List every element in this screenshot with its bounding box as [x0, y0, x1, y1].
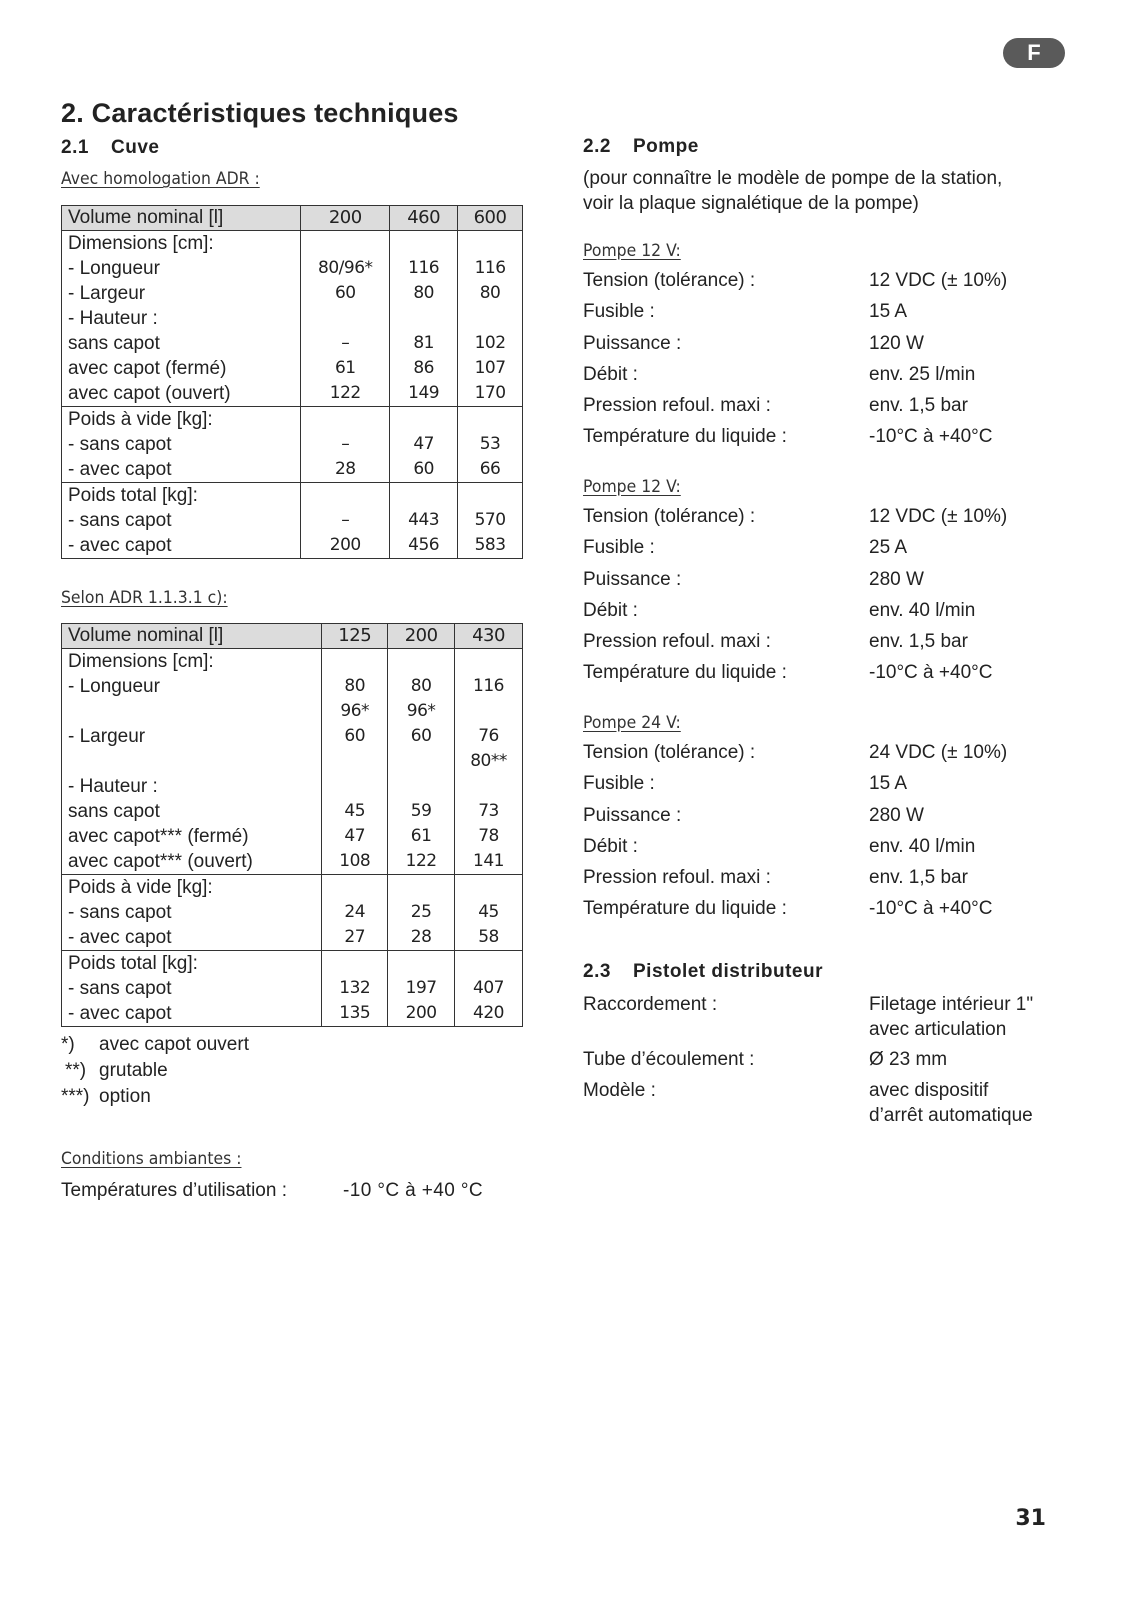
spec-row — [583, 836, 1053, 867]
spec-value: 12 VDC (± 10%) — [869, 270, 1008, 291]
cell-value — [301, 231, 390, 257]
pump-model-label: Pompe 12 V: — [583, 477, 681, 497]
cell-value — [322, 774, 388, 799]
nozzle-connection-value: Filetage intérieur 1" avec articulation — [869, 994, 1034, 1040]
row-label: Poids total [kg]: — [62, 483, 301, 509]
cell-value: 135 — [322, 1001, 388, 1027]
pump-model-label: Pompe 12 V: — [583, 241, 681, 261]
cell-value: 45 — [322, 799, 388, 824]
table-row — [62, 381, 523, 407]
spec-row — [583, 805, 1053, 836]
header-label: Volume nominal [l] — [62, 206, 301, 231]
cell-value — [390, 483, 458, 509]
spec-key: Fusible : — [583, 773, 655, 795]
table-row — [62, 533, 523, 559]
spec-key: Pression refoul. maxi : — [583, 867, 771, 889]
spec-row — [583, 506, 1053, 537]
ambient-temperature-value: -10 °C à +40 °C — [343, 1180, 484, 1201]
spec-key: Puissance : — [583, 332, 682, 354]
cell-value: 61 — [301, 356, 390, 381]
spec-value: env. 25 l/min — [869, 363, 976, 385]
pump-spec-list — [583, 506, 1053, 694]
spec-value: 120 W — [869, 332, 924, 354]
cell-value: 80** — [455, 749, 523, 774]
cell-value — [301, 407, 390, 433]
table-row — [62, 649, 523, 675]
cell-value: 570 — [458, 508, 523, 533]
cell-value: 78 — [455, 824, 523, 849]
header-volume: 200 — [388, 624, 455, 649]
spec-row — [583, 537, 1053, 568]
header-volume: 430 — [455, 624, 523, 649]
cell-value: – — [301, 432, 390, 457]
cell-value: 73 — [455, 799, 523, 824]
row-label: - Hauteur : — [62, 774, 322, 799]
section-title: Pompe — [633, 136, 699, 157]
cell-value: 47 — [390, 432, 458, 457]
pump-spec-list — [583, 742, 1053, 930]
cell-value: – — [301, 508, 390, 533]
pump-model-label: Pompe 24 V: — [583, 713, 681, 733]
cell-value: 96* — [388, 699, 455, 724]
table-row — [62, 799, 523, 824]
cell-value — [322, 749, 388, 774]
cell-value — [388, 875, 455, 901]
cell-value — [388, 649, 455, 675]
cell-value: 80 — [388, 674, 455, 699]
spec-key: Tension (tolérance) : — [583, 506, 756, 527]
cell-value: 59 — [388, 799, 455, 824]
spec-row — [583, 364, 1053, 395]
header-volume: 460 — [390, 206, 458, 231]
footnote: *) avec capot ouvert — [61, 1034, 249, 1055]
section-number: 2.3 — [583, 961, 611, 982]
table-row — [62, 724, 523, 749]
table-row — [62, 356, 523, 381]
cell-value — [388, 951, 455, 977]
cell-value: 80/96* — [301, 256, 390, 281]
spec-row — [583, 270, 1053, 301]
cell-value — [455, 951, 523, 977]
table-row — [62, 824, 523, 849]
cell-value — [458, 231, 523, 257]
cell-value: 81 — [390, 331, 458, 356]
row-label: - avec capot — [62, 533, 301, 559]
cell-value: 107 — [458, 356, 523, 381]
cell-value: 149 — [390, 381, 458, 407]
cell-value: – — [301, 331, 390, 356]
spec-key: Fusible : — [583, 537, 655, 559]
row-label — [62, 699, 322, 724]
spec-row — [583, 395, 1053, 426]
table-row — [62, 1001, 523, 1027]
spec-value: env. 40 l/min — [869, 835, 976, 857]
spec-value: 25 A — [869, 537, 908, 559]
cell-value: 200 — [301, 533, 390, 559]
row-label: sans capot — [62, 799, 322, 824]
row-label: Poids total [kg]: — [62, 951, 322, 977]
footnote: ***) option — [61, 1086, 151, 1107]
adr-1131-label: Selon ADR 1.1.3.1 c): — [61, 588, 228, 608]
cell-value: 122 — [301, 381, 390, 407]
spec-key: Pression refoul. maxi : — [583, 395, 771, 417]
spec-key: Température du liquide : — [583, 426, 787, 448]
table-row — [62, 951, 523, 977]
table-row — [62, 976, 523, 1001]
row-label: avec capot (fermé) — [62, 356, 301, 381]
cell-value — [458, 483, 523, 509]
cell-value — [390, 407, 458, 433]
spec-value: 15 A — [869, 773, 908, 795]
cell-value — [458, 407, 523, 433]
spec-value: env. 40 l/min — [869, 599, 976, 621]
cell-value: 76 — [455, 724, 523, 749]
row-label: - Longueur — [62, 256, 301, 281]
spec-value: -10°C à +40°C — [869, 426, 993, 448]
ambient-conditions-label: Conditions ambiantes : — [61, 1149, 242, 1169]
cell-value: 197 — [388, 976, 455, 1001]
cell-value: 28 — [301, 457, 390, 483]
spec-value: env. 1,5 bar — [869, 395, 968, 417]
cell-value: 86 — [390, 356, 458, 381]
spec-value: -10°C à +40°C — [869, 662, 993, 684]
spec-key: Puissance : — [583, 568, 682, 590]
row-label: - sans capot — [62, 508, 301, 533]
cell-value: 28 — [388, 925, 455, 951]
table-row — [62, 849, 523, 875]
section-number: 2.2 — [583, 136, 611, 157]
footnote: **) grutable — [65, 1060, 168, 1081]
row-label: avec capot*** (fermé) — [62, 824, 322, 849]
table-row — [62, 281, 523, 306]
footnotes — [61, 1032, 249, 1110]
spec-row — [583, 426, 1053, 457]
spec-key: Pression refoul. maxi : — [583, 631, 771, 653]
row-label: - Largeur — [62, 724, 322, 749]
spec-key: Température du liquide : — [583, 898, 787, 920]
nozzle-connection-key: Raccordement : — [583, 994, 718, 1015]
row-label — [62, 749, 322, 774]
spec-row — [583, 301, 1053, 332]
spec-value: 12 VDC (± 10%) — [869, 506, 1008, 527]
cell-value: 200 — [388, 1001, 455, 1027]
spec-key: Tension (tolérance) : — [583, 742, 756, 763]
row-label: Dimensions [cm]: — [62, 649, 322, 675]
cell-value — [301, 483, 390, 509]
cell-value: 80 — [322, 674, 388, 699]
table-row — [62, 900, 523, 925]
adr-label: Avec homologation ADR : — [61, 169, 260, 189]
page-title: 2. Caractéristiques techniques — [61, 98, 459, 128]
row-label: - Hauteur : — [62, 306, 301, 331]
section-pompe-heading — [583, 136, 699, 158]
cell-value: 96* — [322, 699, 388, 724]
section-pistolet-heading — [583, 961, 823, 983]
cell-value: 24 — [322, 900, 388, 925]
table-row — [62, 457, 523, 483]
section-number: 2.1 — [61, 137, 89, 158]
spec-value: env. 1,5 bar — [869, 631, 968, 653]
table-row — [62, 674, 523, 699]
header-volume: 125 — [322, 624, 388, 649]
nozzle-model-key: Modèle : — [583, 1080, 656, 1101]
table-row — [62, 925, 523, 951]
cell-value: 80 — [390, 281, 458, 306]
spec-row — [583, 662, 1053, 693]
spec-key: Débit : — [583, 363, 638, 385]
row-label: - sans capot — [62, 976, 322, 1001]
table-row — [62, 432, 523, 457]
cell-value: 25 — [388, 900, 455, 925]
cell-value — [455, 649, 523, 675]
cell-value — [458, 306, 523, 331]
nozzle-spout-key: Tube d’écoulement : — [583, 1049, 755, 1070]
spec-row — [583, 867, 1053, 898]
cell-value: 102 — [458, 331, 523, 356]
spec-key: Fusible : — [583, 301, 655, 323]
cell-value — [390, 231, 458, 257]
row-label: Poids à vide [kg]: — [62, 875, 322, 901]
cell-value: 170 — [458, 381, 523, 407]
cell-value: 132 — [322, 976, 388, 1001]
table-row — [62, 875, 523, 901]
spec-row — [583, 898, 1053, 929]
page-number: 31 — [1015, 1506, 1046, 1531]
cell-value — [322, 875, 388, 901]
table-row — [62, 407, 523, 433]
cell-value: 443 — [390, 508, 458, 533]
table-header-row — [62, 206, 523, 231]
table-row — [62, 256, 523, 281]
section-title: Pistolet distributeur — [633, 961, 823, 982]
table-row — [62, 774, 523, 799]
ambient-temperature-key: Températures d’utilisation : — [61, 1180, 287, 1201]
row-label: - avec capot — [62, 457, 301, 483]
header-label: Volume nominal [l] — [62, 624, 322, 649]
cell-value: 45 — [455, 900, 523, 925]
spec-row — [583, 631, 1053, 662]
cell-value: 407 — [455, 976, 523, 1001]
spec-row — [583, 742, 1053, 773]
table-row — [62, 331, 523, 356]
spec-row — [583, 773, 1053, 804]
spec-key: Température du liquide : — [583, 662, 787, 684]
cell-value: 60 — [322, 724, 388, 749]
spec-row — [583, 600, 1053, 631]
cell-value — [455, 875, 523, 901]
cell-value: 60 — [388, 724, 455, 749]
spec-key: Tension (tolérance) : — [583, 270, 756, 291]
cell-value: 47 — [322, 824, 388, 849]
cell-value: 583 — [458, 533, 523, 559]
nozzle-spout-value: Ø 23 mm — [869, 1049, 948, 1070]
cell-value: 60 — [390, 457, 458, 483]
table-row — [62, 508, 523, 533]
cell-value: 61 — [388, 824, 455, 849]
spec-row — [583, 569, 1053, 600]
spec-key: Débit : — [583, 835, 638, 857]
spec-value: 24 VDC (± 10%) — [869, 742, 1008, 763]
spec-value: 280 W — [869, 804, 924, 826]
header-volume: 600 — [458, 206, 523, 231]
cell-value — [455, 699, 523, 724]
cell-value: 58 — [455, 925, 523, 951]
cell-value: 53 — [458, 432, 523, 457]
spec-key: Puissance : — [583, 804, 682, 826]
spec-value: 15 A — [869, 301, 908, 323]
cell-value — [322, 649, 388, 675]
cell-value — [455, 774, 523, 799]
cell-value — [388, 774, 455, 799]
cell-value: 27 — [322, 925, 388, 951]
tank-spec-table-adr — [61, 205, 523, 559]
cell-value: 108 — [322, 849, 388, 875]
table-header-row — [62, 624, 523, 649]
table-row — [62, 306, 523, 331]
spec-value: 280 W — [869, 568, 924, 590]
cell-value: 116 — [390, 256, 458, 281]
section-title: Cuve — [111, 137, 160, 158]
table-row — [62, 699, 523, 724]
cell-value: 66 — [458, 457, 523, 483]
spec-value: -10°C à +40°C — [869, 898, 993, 920]
cell-value: 122 — [388, 849, 455, 875]
table-row — [62, 749, 523, 774]
cell-value: 60 — [301, 281, 390, 306]
row-label: - sans capot — [62, 432, 301, 457]
cell-value: 116 — [458, 256, 523, 281]
row-label: avec capot (ouvert) — [62, 381, 301, 407]
cell-value — [388, 749, 455, 774]
tank-spec-table-adr-1131 — [61, 623, 523, 1027]
cell-value: 141 — [455, 849, 523, 875]
spec-key: Débit : — [583, 599, 638, 621]
row-label: - avec capot — [62, 1001, 322, 1027]
row-label: avec capot*** (ouvert) — [62, 849, 322, 875]
cell-value — [301, 306, 390, 331]
row-label: - sans capot — [62, 900, 322, 925]
cell-value: 420 — [455, 1001, 523, 1027]
pump-spec-list — [583, 270, 1053, 458]
row-label: - avec capot — [62, 925, 322, 951]
row-label: Dimensions [cm]: — [62, 231, 301, 257]
cell-value: 116 — [455, 674, 523, 699]
section-cuve-heading — [61, 137, 159, 159]
spec-value: env. 1,5 bar — [869, 867, 968, 889]
pompe-intro: (pour connaître le modèle de pompe de la station, voir la plaque signalétique de la pompe) — [583, 168, 1003, 214]
table-row — [62, 231, 523, 257]
nozzle-model-value: avec dispositif d’arrêt automatique — [869, 1080, 1033, 1126]
header-volume: 200 — [301, 206, 390, 231]
language-badge: F — [1003, 38, 1065, 68]
cell-value — [322, 951, 388, 977]
cell-value: 80 — [458, 281, 523, 306]
spec-row — [583, 333, 1053, 364]
cell-value — [390, 306, 458, 331]
row-label: - Longueur — [62, 674, 322, 699]
row-label: - Largeur — [62, 281, 301, 306]
table-row — [62, 483, 523, 509]
cell-value: 456 — [390, 533, 458, 559]
row-label: sans capot — [62, 331, 301, 356]
row-label: Poids à vide [kg]: — [62, 407, 301, 433]
